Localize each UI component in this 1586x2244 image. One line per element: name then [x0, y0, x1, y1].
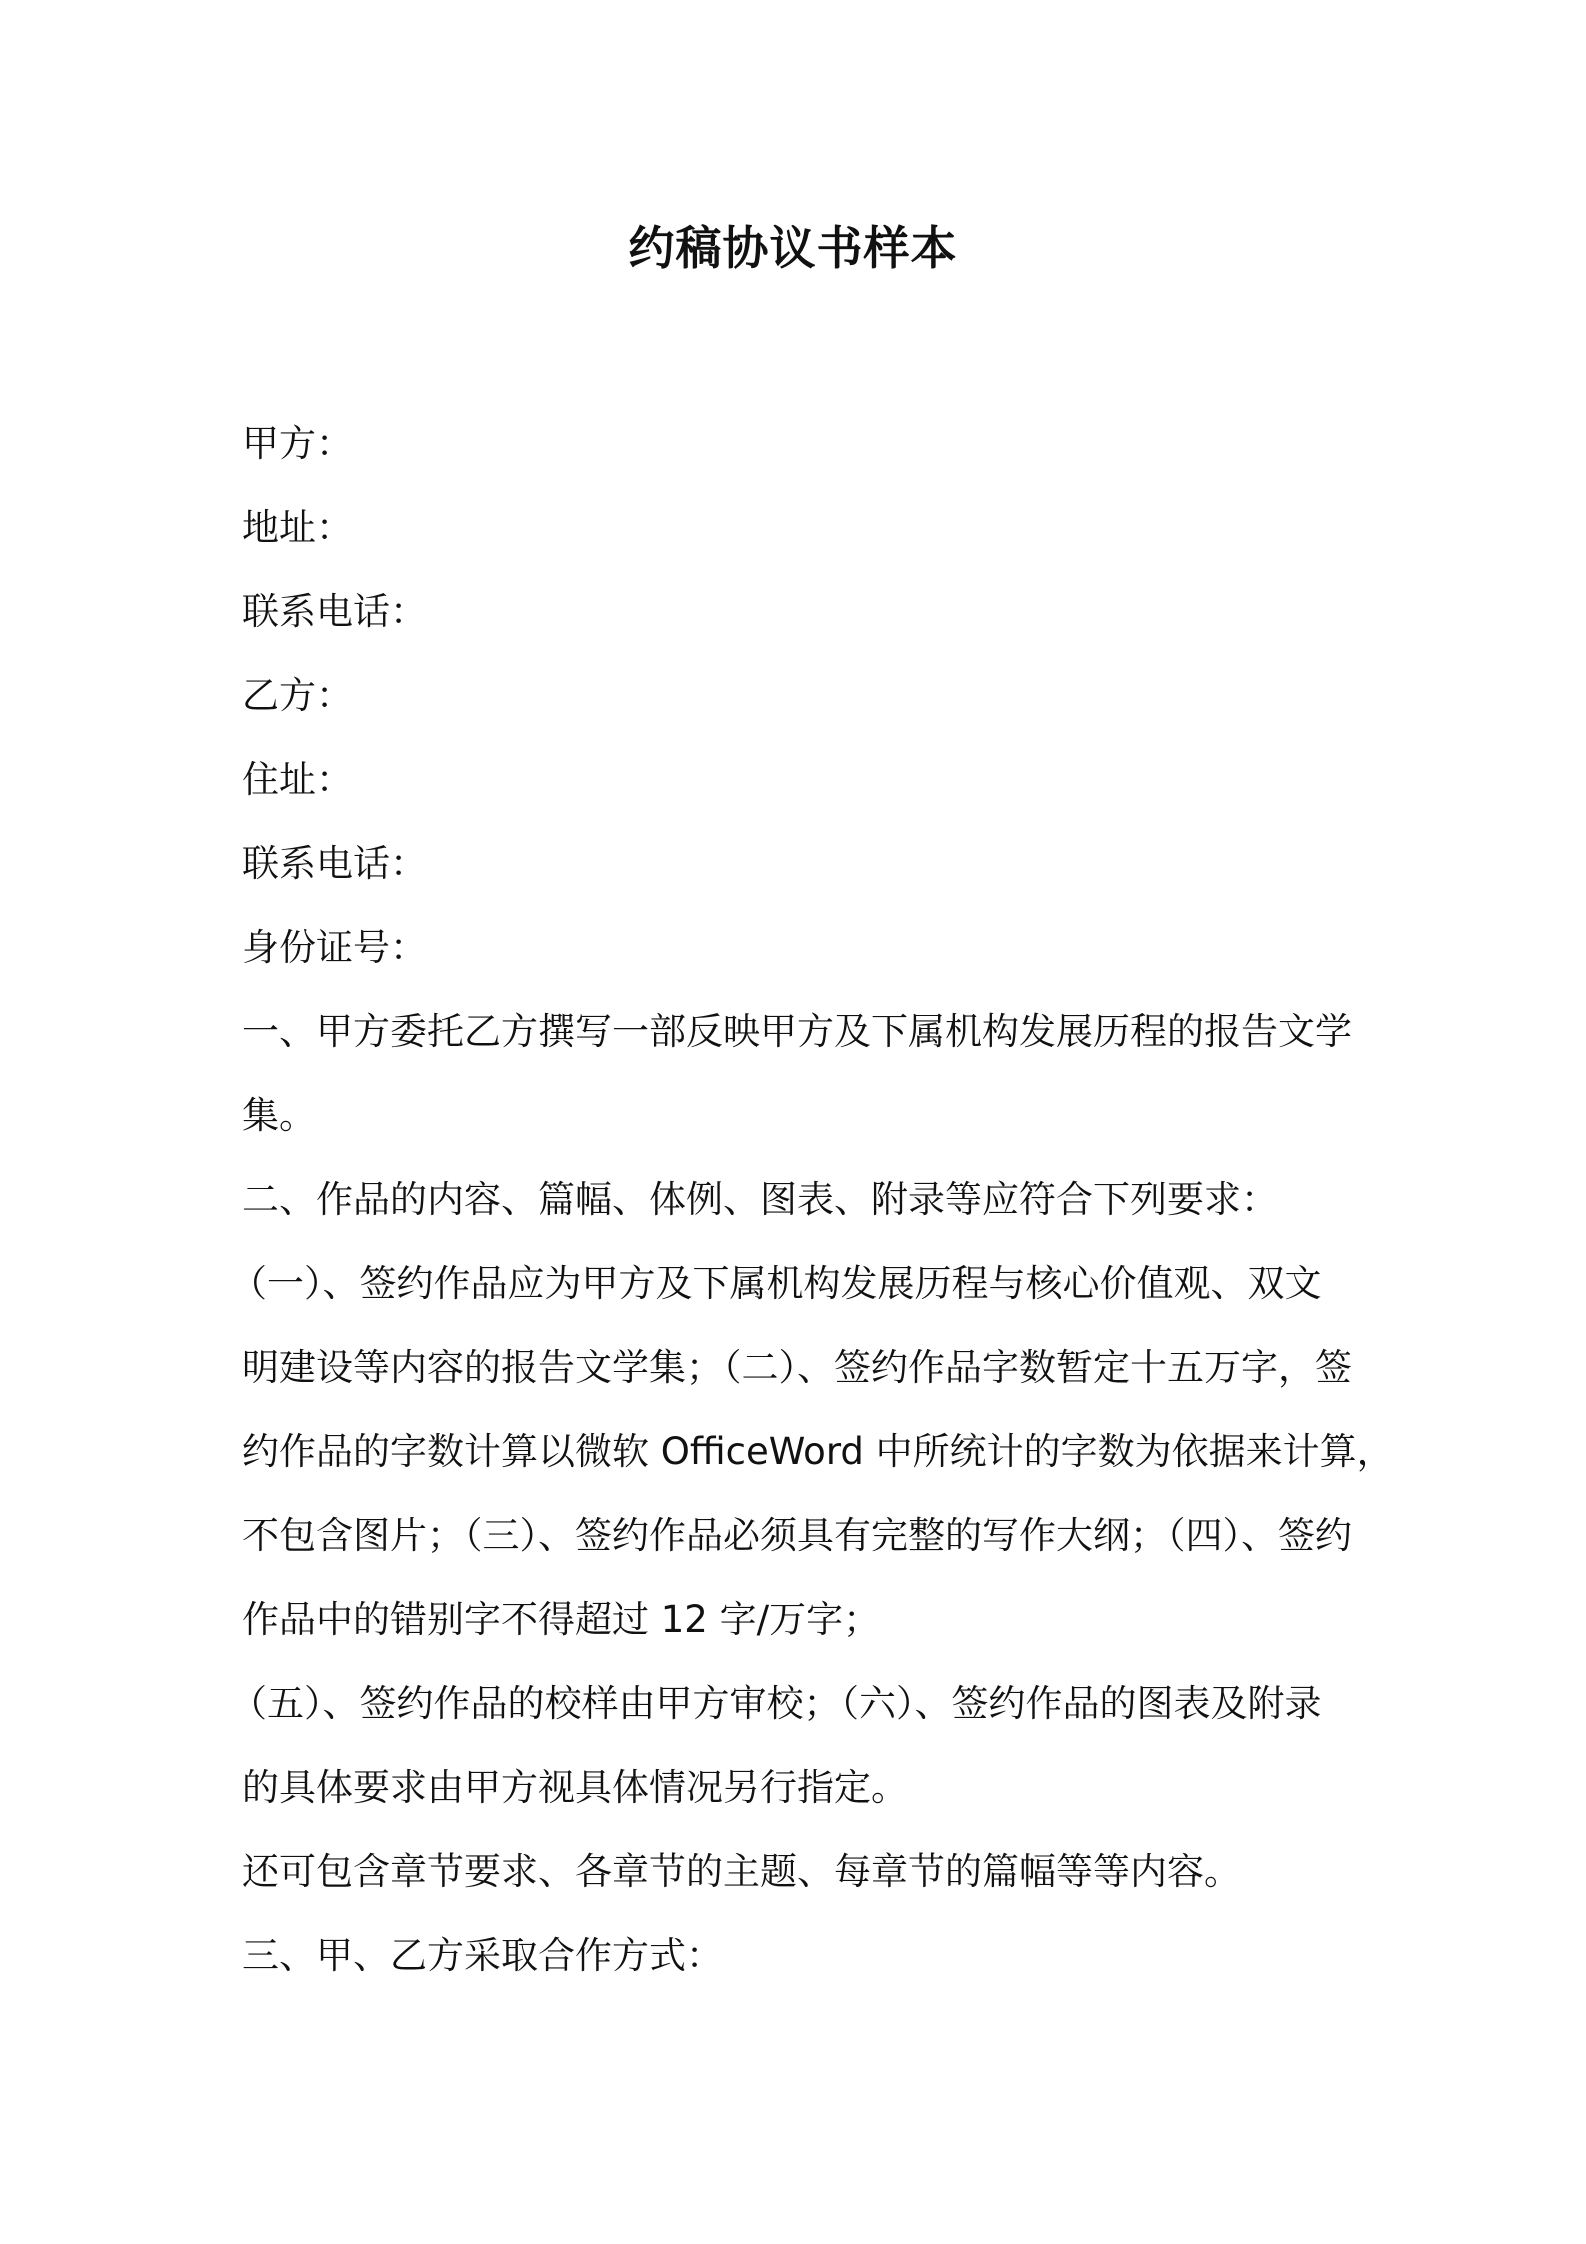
clause-two-text-line: 不包含图片；（三）、签约作品必须具有完整的写作大纲；（四）、签约 — [242, 1514, 1352, 1557]
party-b-label: 乙方： — [242, 674, 353, 717]
party-b-id-label: 身份证号： — [242, 926, 427, 969]
clause-two-text-line: 的具体要求由甲方视具体情况另行指定。 — [242, 1766, 908, 1809]
clause-one-line: 集。 — [242, 1094, 316, 1137]
clause-two-note: 还可包含章节要求、各章节的主题、每章节的篇幅等等内容。 — [242, 1850, 1241, 1893]
clause-two-text-line: 约作品的字数计算以微软 OfficeWord 中所统计的字数为依据来计算， — [242, 1430, 1394, 1473]
clause-two-text-line: 作品中的错别字不得超过 12 字/万字； — [242, 1598, 881, 1641]
party-a-address-label: 地址： — [242, 506, 353, 549]
party-a-phone-label: 联系电话： — [242, 590, 427, 633]
document-title: 约稿协议书样本 — [628, 221, 958, 275]
clause-two-heading: 二、作品的内容、篇幅、体例、图表、附录等应符合下列要求： — [242, 1178, 1278, 1221]
clause-three-heading: 三、甲、乙方采取合作方式： — [242, 1934, 723, 1977]
clause-two-text-line: （五）、签约作品的校样由甲方审校；（六）、签约作品的图表及附录 — [230, 1682, 1322, 1725]
party-b-phone-label: 联系电话： — [242, 842, 427, 885]
party-b-address-label: 住址： — [242, 758, 353, 801]
clause-two-text-line: 明建设等内容的报告文学集；（二）、签约作品字数暂定十五万字，签 — [242, 1346, 1352, 1389]
document-body — [230, 402, 1394, 1998]
party-a-label: 甲方： — [242, 422, 353, 465]
clause-two-text-line: （一）、签约作品应为甲方及下属机构发展历程与核心价值观、双文 — [230, 1262, 1322, 1305]
clause-one-line: 一、甲方委托乙方撰写一部反映甲方及下属机构发展历程的报告文学 — [242, 1010, 1352, 1053]
